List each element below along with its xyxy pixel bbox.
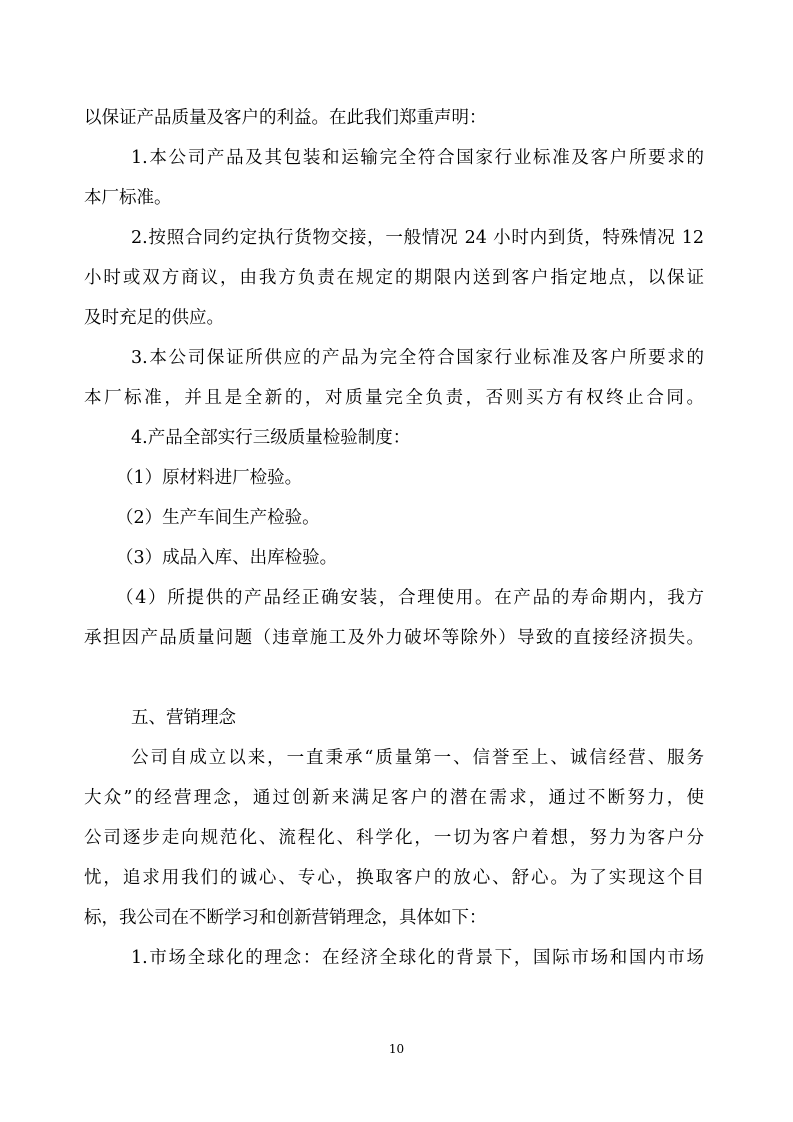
text-line-globalization: 1.市场全球化的理念：在经济全球化的背景下，国际市场和国内市场 <box>131 948 704 968</box>
text-line-marketing-3: 公司逐步走向规范化、流程化、科学化，一切为客户着想，努力为客户分 <box>84 828 704 848</box>
text-line-inspection-4: （4）所提供的产品经正确安装，合理使用。在产品的寿命期内，我方 <box>116 588 704 608</box>
text-line-inspection-3: （3）成品入库、出库检验。 <box>116 548 338 568</box>
text-line-inspection-4-cont: 承担因产品质量问题（违章施工及外力破坏等除外）导致的直接经济损失。 <box>84 628 704 648</box>
text-line-inspection-2: （2）生产车间生产检验。 <box>116 508 320 528</box>
section-heading-marketing: 五、营销理念 <box>131 708 236 728</box>
text-line-declaration-3: 3.本公司保证所供应的产品为完全符合国家行业标准及客户所要求的 <box>131 348 704 368</box>
text-line-continuation: 以保证产品质量及客户的利益。在此我们郑重声明： <box>84 108 487 128</box>
text-line-marketing-5: 标，我公司在不断学习和创新营销理念，具体如下： <box>84 908 487 928</box>
page-number: 10 <box>388 1042 405 1056</box>
text-line-declaration-2-end: 及时充足的供应。 <box>84 308 224 328</box>
text-line-declaration-1-cont: 本厂标准。 <box>84 188 172 208</box>
text-line-marketing-2: 大众”的经营理念，通过创新来满足客户的潜在需求，通过不断努力，使 <box>84 788 704 808</box>
text-line-declaration-2: 2.按照合同约定执行货物交接，一般情况 24 小时内到货，特殊情况 12 <box>131 228 704 248</box>
text-line-declaration-3-cont: 本厂标准，并且是全新的，对质量完全负责，否则买方有权终止合同。 <box>84 388 704 408</box>
text-line-inspection-1: （1）原材料进厂检验。 <box>116 468 303 488</box>
text-line-declaration-2-cont: 小时或双方商议，由我方负责在规定的期限内送到客户指定地点，以保证 <box>84 268 704 288</box>
text-line-declaration-4: 4.产品全部实行三级质量检验制度： <box>131 428 411 448</box>
text-line-marketing-4: 忧，追求用我们的诚心、专心，换取客户的放心、舒心。为了实现这个目 <box>84 868 704 888</box>
text-line-marketing-1: 公司自成立以来，一直秉承“质量第一、信誉至上、诚信经营、服务 <box>131 748 704 768</box>
text-line-declaration-1: 1.本公司产品及其包装和运输完全符合国家行业标准及客户所要求的 <box>131 148 704 168</box>
